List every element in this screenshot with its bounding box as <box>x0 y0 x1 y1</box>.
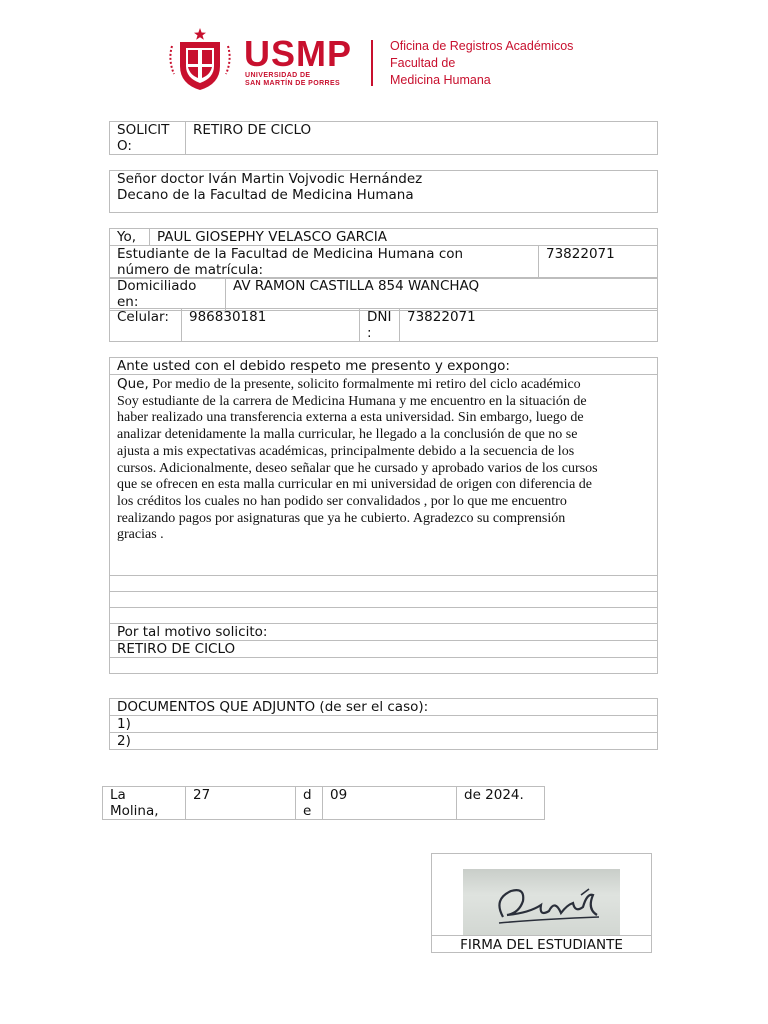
empty-row <box>110 658 658 674</box>
motive-label: Por tal motivo solicito: <box>110 624 658 641</box>
statement-paragraph: Que, Por medio de la presente, solicito formalmente mi retiro del ciclo académico Soy estudiante de la carrera de Medicina Humana y me encuentro en la situación de haber realizado una transferencia externa a esta universidad. Sin embargo, luego de analizar detenidamente la malla curricular, he llegado a la conclusión de que no se ajusta a mis expectativas académicas, principalmente debido a la secuencia de los cursos. Adicionalmente, deseo señalar que he cursado y aprobado varios de los cursos que se ofrecen en esta malla curricular en mi universidad de origen con diferencia de los créditos los cuales no han podido ser convalidados , por lo que me encuentro realizando pagos por asignaturas que ya he cubierto. Agradezco su comprensión gracias . <box>117 376 598 543</box>
student-table-name <box>109 228 658 246</box>
statement-intro: Ante usted con el debido respeto me presento y expongo: <box>110 358 658 375</box>
empty-row <box>110 592 658 608</box>
addressee-table <box>109 170 658 213</box>
student-table-address <box>109 277 658 311</box>
date-year: de 2024. <box>457 787 545 820</box>
statement-table <box>109 357 658 674</box>
date-place: La Molina, <box>103 787 186 820</box>
address-label: Domiciliado en: <box>110 278 226 311</box>
request-table <box>109 121 658 155</box>
student-name: PAUL GIOSEPHY VELASCO GARCIA <box>150 229 658 246</box>
date-day: 27 <box>186 787 296 820</box>
motive-value: RETIRO DE CICLO <box>110 641 658 658</box>
brand-logo: USMP <box>244 33 353 74</box>
documents-title: DOCUMENTOS QUE ADJUNTO (de ser el caso): <box>110 699 658 716</box>
dni-label: DNI : <box>360 309 400 342</box>
statement-body <box>110 375 658 576</box>
office-name: Oficina de Registros Académicos Facultad de Medicina Humana <box>390 39 574 87</box>
document-item: 2) <box>110 733 658 750</box>
phone-label: Celular: <box>110 309 182 342</box>
date-month: 09 <box>323 787 457 820</box>
student-table-contact <box>109 308 658 342</box>
signature-image <box>463 869 620 935</box>
student-label: Estudiante de la Facultad de Medicina Humana con número de matrícula: <box>110 246 539 279</box>
logo-divider <box>371 40 373 86</box>
request-value: RETIRO DE CICLO <box>186 122 658 155</box>
address-value: AV RAMON CASTILLA 854 WANCHAQ <box>226 278 658 311</box>
phone-value: 986830181 <box>182 309 360 342</box>
signature-label: FIRMA DEL ESTUDIANTE <box>431 935 652 953</box>
que-label: Que, <box>117 376 149 392</box>
date-de: d e <box>296 787 323 820</box>
empty-row <box>110 576 658 592</box>
empty-row <box>110 608 658 624</box>
addressee: Señor doctor Iván Martin Vojvodic Hernández Decano de la Facultad de Medicina Humana <box>110 171 658 213</box>
document-item: 1) <box>110 716 658 733</box>
yo-label: Yo, <box>110 229 150 246</box>
request-label: SOLICIT O: <box>110 122 186 155</box>
enrollment-number: 73822071 <box>539 246 658 279</box>
university-name: UNIVERSIDAD DE SAN MARTÍN DE PORRES <box>245 72 341 87</box>
dni-value: 73822071 <box>400 309 658 342</box>
date-table <box>102 786 545 820</box>
documents-table <box>109 698 658 750</box>
usmp-seal-logo <box>166 26 234 94</box>
student-table-enrollment <box>109 245 658 279</box>
